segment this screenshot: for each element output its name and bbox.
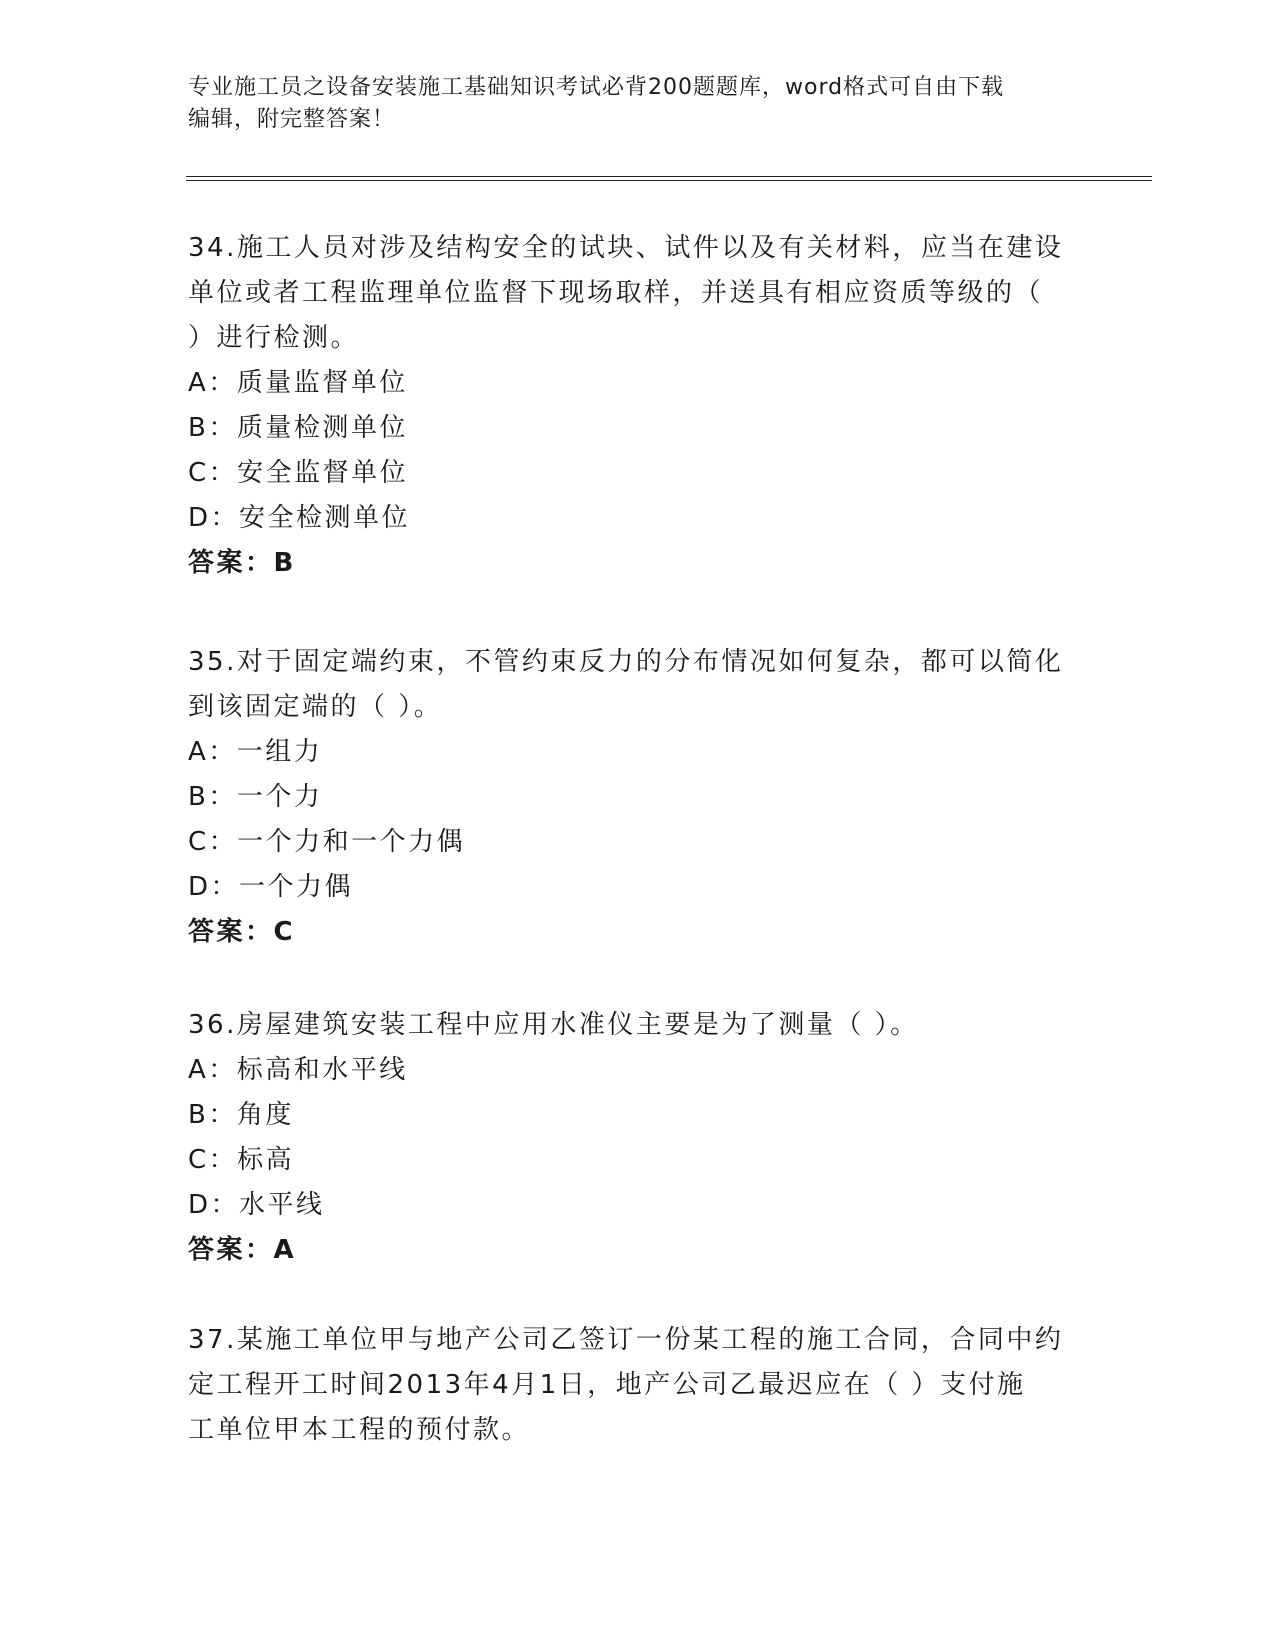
question-36: [188, 1003, 1078, 1273]
option-c: C：安全监督单位: [188, 458, 409, 488]
question-34: [188, 226, 1078, 586]
header-divider: [186, 176, 1152, 181]
answer: 答案：A: [188, 1235, 297, 1265]
question-stem-line: 35.对于固定端约束，不管约束反力的分布情况如何复杂，都可以简化: [188, 647, 1064, 677]
option-b: B：角度: [188, 1100, 294, 1130]
header-line-2: 编辑，附完整答案！: [188, 107, 396, 132]
question-stem-line: 工单位甲本工程的预付款。: [188, 1415, 531, 1445]
question-stem-line: 36.房屋建筑安装工程中应用水准仪主要是为了测量（ ）。: [188, 1010, 919, 1040]
option-c: C：标高: [188, 1145, 295, 1175]
option-a: A：标高和水平线: [188, 1055, 408, 1085]
answer: 答案：B: [188, 548, 296, 578]
option-d: D：水平线: [188, 1190, 325, 1220]
question-stem-line: 37.某施工单位甲与地产公司乙签订一份某工程的施工合同，合同中约: [188, 1325, 1064, 1355]
header-line-1: 专业施工员之设备安装施工基础知识考试必背200题题库，word格式可自由下载: [188, 75, 1005, 100]
question-stem-line: 单位或者工程监理单位监督下现场取样，并送具有相应资质等级的（: [188, 278, 1044, 308]
question-37: [188, 1318, 1078, 1453]
option-a: A：质量监督单位: [188, 368, 408, 398]
option-c: C：一个力和一个力偶: [188, 827, 466, 857]
question-stem-line: ）进行检测。: [188, 323, 360, 353]
question-stem-line: 定工程开工时间2013年4月1日，地产公司乙最迟应在（ ）支付施: [188, 1370, 1026, 1400]
question-stem-line: 到该固定端的（ ）。: [188, 692, 443, 722]
option-d: D：安全检测单位: [188, 503, 411, 533]
question-35: [188, 640, 1078, 955]
option-a: A：一组力: [188, 737, 323, 767]
option-d: D：一个力偶: [188, 872, 354, 902]
answer: 答案：C: [188, 917, 296, 947]
option-b: B：一个力: [188, 782, 323, 812]
option-b: B：质量检测单位: [188, 413, 408, 443]
question-stem-line: 34.施工人员对涉及结构安全的试块、试件以及有关材料，应当在建设: [188, 233, 1064, 263]
document-header: [188, 72, 1088, 136]
